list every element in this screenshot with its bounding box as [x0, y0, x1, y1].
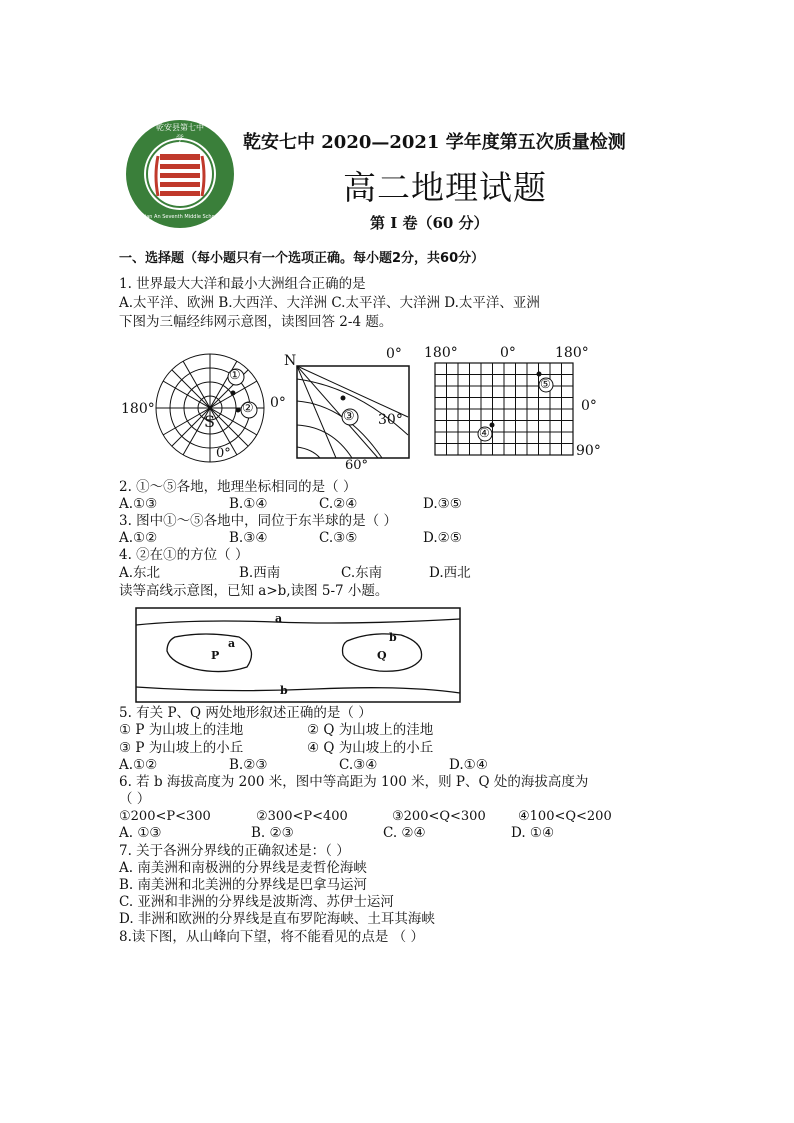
q4-stem: 4. ②在①的方位（ ）: [119, 547, 249, 563]
q5-option-d: D.①④: [449, 757, 488, 773]
school-logo: [124, 118, 236, 230]
q6-statement-4: ④100<Q<200: [518, 809, 612, 824]
q3-option-b: B.③④: [229, 530, 268, 546]
contour-q: Q: [377, 649, 387, 662]
q1-intro: 下图为三幅经纬网示意图，读图回答 2-4 题。: [119, 314, 393, 330]
q5-statement-3: ③ P 为山坡上的小丘: [119, 740, 244, 756]
q7-option-b: B. 南美洲和北美洲的分界线是巴拿马运河: [119, 877, 368, 893]
q6-option-d: D. ①④: [511, 825, 555, 841]
fig1-bottom-label: 0°: [216, 446, 231, 461]
fig2-bottom-label: 60°: [345, 458, 369, 473]
q4-option-d: D.西北: [429, 565, 471, 581]
contour-p: P: [211, 649, 220, 662]
exam-title: 高二地理试题: [343, 168, 547, 207]
q2-options: [119, 496, 462, 513]
q6-option-a: A. ①③: [119, 825, 162, 841]
q6-statement-1: ①200<P<300: [119, 809, 211, 824]
fig3-p4: ④: [479, 426, 490, 440]
q4-option-c: C.东南: [341, 565, 383, 581]
q2-stem: 2. ①～⑤各地，地理坐标相同的是（ ）: [119, 479, 357, 495]
fig2-n-label: N: [284, 353, 297, 369]
logo-text-bottom: Qian An Seventh Middle School: [140, 214, 220, 220]
contour-a-inner: a: [228, 637, 236, 650]
logo-text-top: 乾安县第七中学: [156, 123, 204, 143]
q6-statements: [119, 808, 612, 825]
q3-stem: 3. 图中①～⑤各地中，同位于东半球的是（ ）: [119, 513, 397, 529]
fig1-p2: ②: [242, 401, 254, 416]
q6-paren: （ ）: [119, 791, 151, 807]
q5-statement-1: ① P 为山坡上的洼地: [119, 722, 244, 738]
q2-option-b: B.①④: [229, 496, 268, 512]
q1-stem: 1. 世界最大大洋和最小大洲组合正确的是: [119, 276, 366, 292]
fig1-right-label: 0°: [270, 395, 286, 411]
fig3-right-mid: 0°: [581, 398, 597, 414]
contour-b-bottom: b: [280, 684, 288, 697]
q4-options: [119, 565, 471, 582]
q5-stem: 5. 有关 P、Q 两处地形叙述正确的是（ ）: [119, 705, 372, 721]
q2-option-d: D.③⑤: [423, 496, 462, 512]
q2-option-a: A.①③: [119, 496, 158, 512]
q6-stem: 6. 若 b 海拔高度为 200 米，图中等高距为 100 米，则 P、Q 处的海拔高度为: [119, 774, 589, 790]
q4-option-b: B.西南: [239, 565, 281, 581]
q4-intro: 读等高线示意图，已知 a>b,读图 5-7 小题。: [119, 583, 389, 599]
school-title: 乾安七中 2020—2021 学年度第五次质量检测: [243, 132, 626, 153]
q3-options: [119, 530, 462, 547]
part-title: 第 I 卷（60 分）: [370, 214, 489, 232]
contour-b-inner: b: [389, 631, 397, 644]
q5-option-a: A.①②: [119, 757, 158, 773]
fig1-left-label: 180°: [121, 401, 155, 417]
q7-option-c: C. 亚洲和非洲的分界线是波斯湾、苏伊士运河: [119, 894, 394, 910]
q8-stem: 8.读下图，从山峰向下望，将不能看见的点是 （ ）: [119, 929, 424, 945]
fig3-top-left: 180°: [424, 345, 458, 361]
q7-option-a: A. 南美洲和南极洲的分界线是麦哲伦海峡: [119, 860, 367, 876]
q5-options-row1: [119, 722, 433, 739]
fig2-right-label: 30°: [378, 412, 403, 428]
fig3-top-mid: 0°: [500, 345, 516, 361]
q6-statement-2: ②300<P<400: [256, 809, 348, 824]
q2-option-c: C.②④: [319, 496, 358, 512]
q5-option-c: C.③④: [339, 757, 378, 773]
q6-option-b: B. ②③: [251, 825, 294, 841]
q5-option-b: B.②③: [229, 757, 268, 773]
q3-option-a: A.①②: [119, 530, 158, 546]
q1-options: A.太平洋、欧洲 B.大西洋、大洋洲 C.太平洋、大洋洲 D.太平洋、亚洲: [119, 295, 540, 311]
figure-grid-map: [434, 362, 574, 456]
fig3-top-right: 180°: [555, 345, 589, 361]
q5-options: [119, 757, 488, 774]
section-heading: 一、选择题（每小题只有一个选项正确。每小题2分，共60分）: [119, 251, 485, 266]
figure-contour-map: [135, 607, 461, 703]
q5-options-row2: [119, 740, 433, 757]
q6-option-c: C. ②④: [383, 825, 426, 841]
q4-option-a: A.东北: [119, 565, 161, 581]
q7-stem: 7. 关于各洲分界线的正确叙述是：（ ）: [119, 843, 350, 859]
q3-option-d: D.②⑤: [423, 530, 462, 546]
q7-option-d: D. 非洲和欧洲的分界线是直布罗陀海峡、土耳其海峡: [119, 911, 435, 927]
fig2-top-label: 0°: [386, 346, 402, 362]
q3-option-c: C.③⑤: [319, 530, 358, 546]
q5-statement-2: ② Q 为山坡上的洼地: [307, 722, 434, 738]
fig3-bottom-right: 90°: [576, 443, 601, 459]
q5-statement-4: ④ Q 为山坡上的小丘: [307, 740, 434, 756]
fig1-p1: ①: [229, 368, 241, 383]
fig3-p5: ⑤: [540, 377, 551, 391]
fig2-p3: ③: [343, 409, 355, 424]
contour-a-top: a: [275, 612, 283, 625]
q6-statement-3: ③200<Q<300: [392, 809, 486, 824]
fig1-center-label: S: [204, 412, 215, 431]
q6-options: [119, 825, 554, 842]
